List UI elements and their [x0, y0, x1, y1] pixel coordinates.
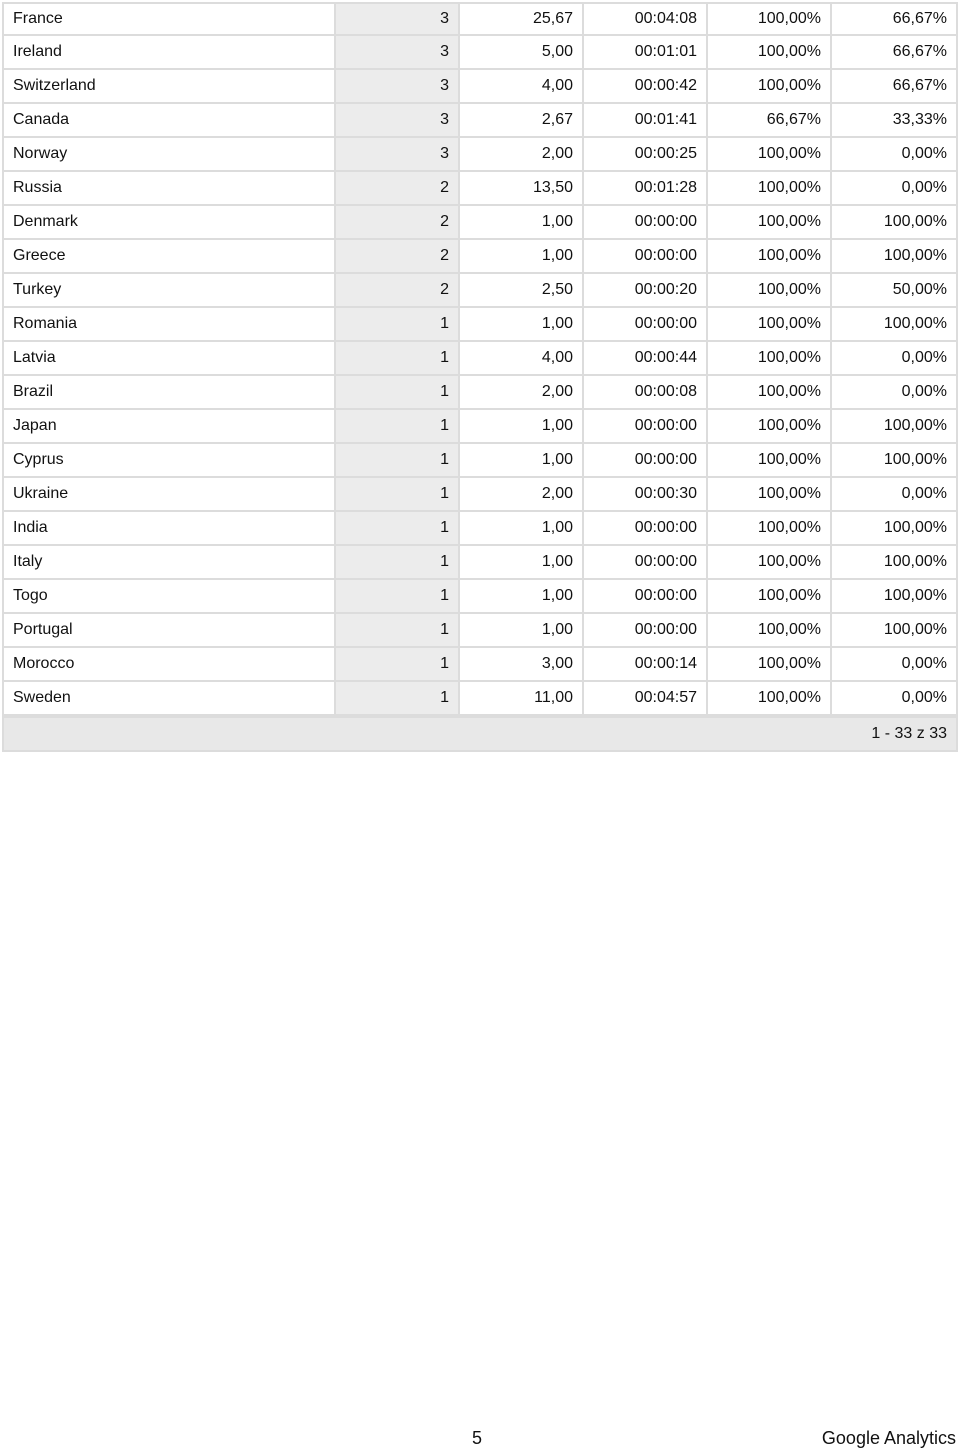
country-cell: Switzerland: [2, 70, 336, 104]
bounce-rate-cell: 66,67%: [832, 2, 958, 36]
country-cell: Latvia: [2, 342, 336, 376]
table-row: [2, 410, 958, 444]
visits-cell: 1: [336, 478, 460, 512]
new-visits-cell: 100,00%: [708, 648, 832, 682]
avg-duration-cell: 00:00:08: [584, 376, 708, 410]
new-visits-cell: 100,00%: [708, 410, 832, 444]
bounce-rate-cell: 0,00%: [832, 138, 958, 172]
avg-duration-cell: 00:00:00: [584, 546, 708, 580]
pages-per-visit-cell: 4,00: [460, 70, 584, 104]
pages-per-visit-cell: 2,50: [460, 274, 584, 308]
country-cell: Canada: [2, 104, 336, 138]
new-visits-cell: 100,00%: [708, 240, 832, 274]
bounce-rate-cell: 0,00%: [832, 478, 958, 512]
visits-cell: 1: [336, 444, 460, 478]
new-visits-cell: 100,00%: [708, 682, 832, 716]
pages-per-visit-cell: 4,00: [460, 342, 584, 376]
bounce-rate-cell: 33,33%: [832, 104, 958, 138]
avg-duration-cell: 00:00:00: [584, 512, 708, 546]
pages-per-visit-cell: 1,00: [460, 206, 584, 240]
avg-duration-cell: 00:00:14: [584, 648, 708, 682]
bounce-rate-cell: 66,67%: [832, 36, 958, 70]
avg-duration-cell: 00:00:42: [584, 70, 708, 104]
avg-duration-cell: 00:01:01: [584, 36, 708, 70]
table-row: [2, 206, 958, 240]
table-row: [2, 240, 958, 274]
visits-cell: 3: [336, 70, 460, 104]
avg-duration-cell: 00:00:00: [584, 206, 708, 240]
avg-duration-cell: 00:00:00: [584, 308, 708, 342]
avg-duration-cell: 00:00:00: [584, 580, 708, 614]
bounce-rate-cell: 0,00%: [832, 376, 958, 410]
bounce-rate-cell: 0,00%: [832, 172, 958, 206]
pages-per-visit-cell: 1,00: [460, 240, 584, 274]
visits-cell: 1: [336, 410, 460, 444]
country-cell: Russia: [2, 172, 336, 206]
table-row: [2, 478, 958, 512]
bounce-rate-cell: 100,00%: [832, 240, 958, 274]
bounce-rate-cell: 100,00%: [832, 206, 958, 240]
avg-duration-cell: 00:00:00: [584, 240, 708, 274]
visits-cell: 3: [336, 2, 460, 36]
new-visits-cell: 100,00%: [708, 546, 832, 580]
pagination-label: 1 - 33 z 33: [2, 716, 958, 752]
country-cell: Portugal: [2, 614, 336, 648]
pages-per-visit-cell: 3,00: [460, 648, 584, 682]
table-row: [2, 444, 958, 478]
pages-per-visit-cell: 2,67: [460, 104, 584, 138]
country-cell: Turkey: [2, 274, 336, 308]
new-visits-cell: 100,00%: [708, 138, 832, 172]
bounce-rate-cell: 100,00%: [832, 614, 958, 648]
country-cell: Japan: [2, 410, 336, 444]
country-cell: Morocco: [2, 648, 336, 682]
new-visits-cell: 100,00%: [708, 342, 832, 376]
visits-cell: 3: [336, 36, 460, 70]
visits-cell: 1: [336, 308, 460, 342]
new-visits-cell: 100,00%: [708, 2, 832, 36]
visits-cell: 1: [336, 512, 460, 546]
table-row: [2, 648, 958, 682]
visits-cell: 2: [336, 206, 460, 240]
country-cell: Sweden: [2, 682, 336, 716]
table-row: [2, 36, 958, 70]
pages-per-visit-cell: 1,00: [460, 614, 584, 648]
new-visits-cell: 100,00%: [708, 70, 832, 104]
table-row: [2, 138, 958, 172]
avg-duration-cell: 00:00:00: [584, 410, 708, 444]
visits-cell: 1: [336, 614, 460, 648]
new-visits-cell: 100,00%: [708, 512, 832, 546]
country-cell: Brazil: [2, 376, 336, 410]
visits-cell: 3: [336, 104, 460, 138]
avg-duration-cell: 00:04:08: [584, 2, 708, 36]
avg-duration-cell: 00:01:28: [584, 172, 708, 206]
country-cell: India: [2, 512, 336, 546]
pages-per-visit-cell: 2,00: [460, 376, 584, 410]
avg-duration-cell: 00:00:00: [584, 444, 708, 478]
table-row: [2, 104, 958, 138]
new-visits-cell: 100,00%: [708, 36, 832, 70]
bounce-rate-cell: 100,00%: [832, 410, 958, 444]
table-row: [2, 512, 958, 546]
table-row: [2, 172, 958, 206]
table-body: [2, 2, 958, 716]
pages-per-visit-cell: 11,00: [460, 682, 584, 716]
bounce-rate-cell: 66,67%: [832, 70, 958, 104]
table-row: [2, 70, 958, 104]
bounce-rate-cell: 0,00%: [832, 682, 958, 716]
bounce-rate-cell: 100,00%: [832, 444, 958, 478]
table-row: [2, 614, 958, 648]
table-row: [2, 682, 958, 716]
pages-per-visit-cell: 2,00: [460, 478, 584, 512]
avg-duration-cell: 00:01:41: [584, 104, 708, 138]
visits-cell: 1: [336, 580, 460, 614]
pages-per-visit-cell: 1,00: [460, 410, 584, 444]
country-cell: Denmark: [2, 206, 336, 240]
table-row: [2, 274, 958, 308]
visits-cell: 3: [336, 138, 460, 172]
bounce-rate-cell: 100,00%: [832, 546, 958, 580]
pages-per-visit-cell: 1,00: [460, 580, 584, 614]
pages-per-visit-cell: 25,67: [460, 2, 584, 36]
visits-cell: 1: [336, 342, 460, 376]
pagination-row: [2, 716, 958, 752]
avg-duration-cell: 00:00:30: [584, 478, 708, 512]
avg-duration-cell: 00:04:57: [584, 682, 708, 716]
table-row: [2, 580, 958, 614]
new-visits-cell: 100,00%: [708, 614, 832, 648]
bounce-rate-cell: 100,00%: [832, 580, 958, 614]
avg-duration-cell: 00:00:25: [584, 138, 708, 172]
country-cell: France: [2, 2, 336, 36]
country-cell: Ukraine: [2, 478, 336, 512]
visits-cell: 1: [336, 682, 460, 716]
bounce-rate-cell: 0,00%: [832, 648, 958, 682]
table-row: [2, 2, 958, 36]
new-visits-cell: 100,00%: [708, 580, 832, 614]
country-cell: Togo: [2, 580, 336, 614]
table-row: [2, 546, 958, 580]
new-visits-cell: 100,00%: [708, 444, 832, 478]
country-cell: Greece: [2, 240, 336, 274]
avg-duration-cell: 00:00:00: [584, 614, 708, 648]
avg-duration-cell: 00:00:20: [584, 274, 708, 308]
table-row: [2, 376, 958, 410]
pages-per-visit-cell: 2,00: [460, 138, 584, 172]
page-number: 5: [472, 1428, 483, 1448]
brand-label: Google Analytics: [821, 1428, 956, 1448]
pages-per-visit-cell: 5,00: [460, 36, 584, 70]
bounce-rate-cell: 100,00%: [832, 512, 958, 546]
country-cell: Norway: [2, 138, 336, 172]
pages-per-visit-cell: 1,00: [460, 512, 584, 546]
bounce-rate-cell: 0,00%: [832, 342, 958, 376]
visits-cell: 2: [336, 274, 460, 308]
new-visits-cell: 100,00%: [708, 376, 832, 410]
pages-per-visit-cell: 1,00: [460, 308, 584, 342]
new-visits-cell: 100,00%: [708, 274, 832, 308]
pages-per-visit-cell: 1,00: [460, 546, 584, 580]
pages-per-visit-cell: 1,00: [460, 444, 584, 478]
new-visits-cell: 66,67%: [708, 104, 832, 138]
bounce-rate-cell: 100,00%: [832, 308, 958, 342]
pages-per-visit-cell: 13,50: [460, 172, 584, 206]
bounce-rate-cell: 50,00%: [832, 274, 958, 308]
new-visits-cell: 100,00%: [708, 206, 832, 240]
country-cell: Cyprus: [2, 444, 336, 478]
visits-cell: 1: [336, 546, 460, 580]
visits-cell: 1: [336, 376, 460, 410]
visits-cell: 1: [336, 648, 460, 682]
country-cell: Romania: [2, 308, 336, 342]
new-visits-cell: 100,00%: [708, 478, 832, 512]
avg-duration-cell: 00:00:44: [584, 342, 708, 376]
visits-cell: 2: [336, 172, 460, 206]
visits-cell: 2: [336, 240, 460, 274]
new-visits-cell: 100,00%: [708, 308, 832, 342]
country-report-table: [2, 2, 958, 752]
table-row: [2, 308, 958, 342]
country-cell: Ireland: [2, 36, 336, 70]
table-row: [2, 342, 958, 376]
new-visits-cell: 100,00%: [708, 172, 832, 206]
country-cell: Italy: [2, 546, 336, 580]
